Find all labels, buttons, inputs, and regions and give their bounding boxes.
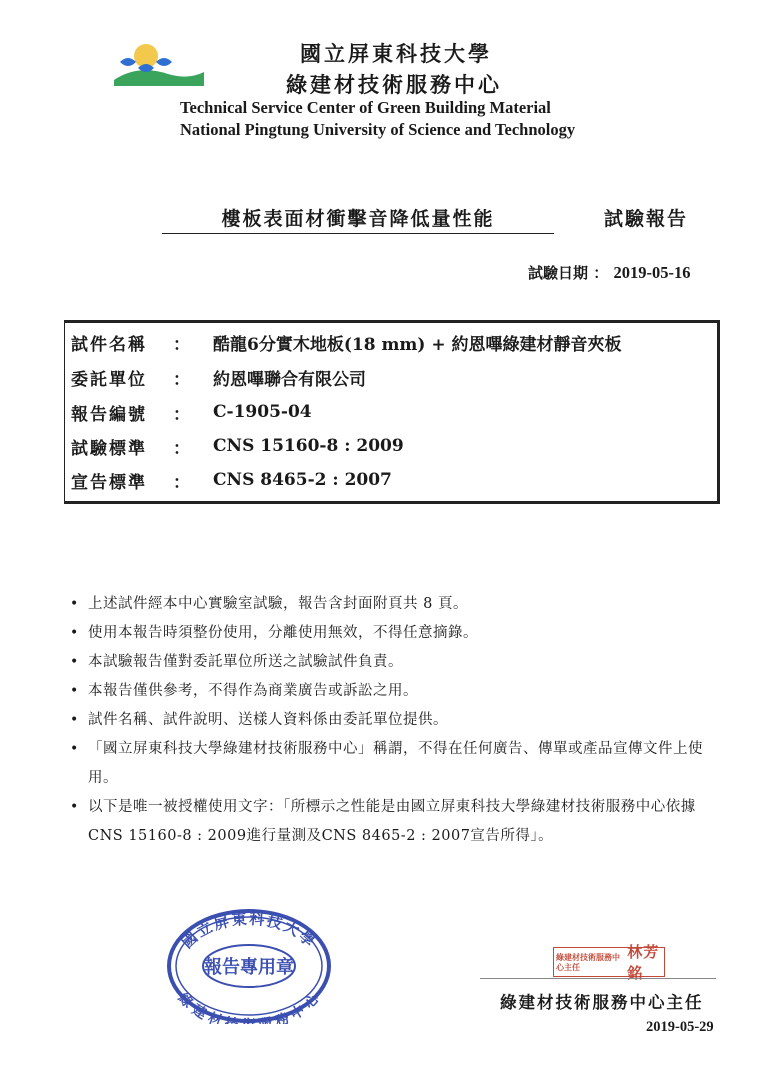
center-name-en: Technical Service Center of Green Building Material — [180, 98, 551, 117]
stamp-title-text: 綠建材技術服務中心主任 — [556, 952, 620, 972]
university-name-en: National Pingtung University of Science and Technology — [180, 120, 576, 139]
info-label: 宣告標準 — [71, 472, 147, 493]
bullet-icon: • — [70, 712, 79, 728]
info-label: 委託單位 — [71, 369, 147, 390]
list-item: • 本試驗報告僅對委託單位所送之試驗試件負責。 — [70, 648, 730, 677]
test-date-value: 2019-05-16 — [613, 263, 691, 282]
svg-text:綠建材技術服務中心 — [175, 989, 324, 1024]
info-colon: ： — [173, 334, 190, 355]
report-title-underline — [162, 204, 554, 234]
info-row-client — [71, 361, 366, 393]
info-colon: ： — [173, 369, 190, 390]
notes-list — [70, 590, 730, 851]
list-item: • 上述試件經本中心實驗室試驗，報告含封面附頁共 8 頁。 — [70, 590, 730, 619]
seal-outer-top-text: 國立屏東科技大學 — [178, 909, 320, 952]
test-date — [528, 262, 690, 283]
seal-outer-bottom-text: 綠建材 務中心 — [174, 990, 324, 1024]
bullet-icon: • — [70, 654, 79, 670]
info-row-declaration-standard — [71, 464, 392, 496]
stamp-name-text: 林芳銘 — [627, 943, 660, 982]
signature-date: 2019-05-29 — [646, 1019, 714, 1035]
info-label: 試驗標準 — [71, 438, 147, 459]
director-stamp — [553, 943, 665, 982]
info-row-report-number — [71, 396, 312, 428]
test-date-label: 試驗日期 ： — [528, 264, 609, 282]
info-colon: ： — [173, 438, 190, 459]
info-label: 試件名稱 — [71, 334, 147, 355]
bullet-icon: • — [70, 625, 79, 641]
info-colon: ： — [173, 404, 190, 425]
info-value: 酷龍6分實木地板(18 mm) + 約恩嗶綠建材靜音夾板 — [213, 334, 622, 355]
info-value: CNS 8465-2 : 2007 — [213, 470, 392, 490]
info-label: 報告編號 — [71, 404, 147, 425]
report-title-suffix: 試驗報告 — [604, 208, 689, 230]
info-row-test-standard — [71, 430, 404, 462]
list-item: • 使用本報告時須整份使用，分離使用無效，不得任意摘錄。 — [70, 619, 730, 648]
signature-line — [480, 978, 716, 979]
info-value: C-1905-04 — [213, 402, 312, 422]
bullet-icon: • — [70, 683, 79, 699]
bullet-icon: • — [70, 596, 79, 612]
list-item: • 試件名稱、試件說明、送樣人資料係由委託單位提供。 — [70, 706, 730, 735]
list-item: • 「國立屏東科技大學綠建材技術服務中心」稱謂，不得在任何廣告、傳單或產品宣傳文件上使用。 — [70, 735, 730, 793]
bullet-icon: • — [70, 741, 79, 757]
center-name-zh: 綠建材技術服務中心 — [286, 72, 502, 97]
seal-center-text: 報告專用章 — [204, 957, 294, 978]
info-value: 約恩嗶聯合有限公司 — [213, 369, 366, 390]
green-building-logo-icon — [108, 40, 208, 90]
list-item: • 本報告僅供參考，不得作為商業廣告或訴訟之用。 — [70, 677, 730, 706]
specimen-info-box — [64, 320, 720, 504]
list-item: • 以下是唯一被授權使用文字：「所標示之性能是由國立屏東科技大學綠建材技術服務中心依據CNS 15160-8 : 2009進行量測及CNS 8465-2 : 2007宣告所得」。 — [70, 793, 730, 851]
report-title: 樓板表面材衝擊音降低量性能 — [221, 208, 495, 230]
info-colon: ： — [173, 472, 190, 493]
info-row-specimen-name — [71, 326, 622, 358]
info-value: CNS 15160-8 : 2009 — [213, 436, 404, 456]
bullet-icon: • — [70, 799, 79, 815]
signatory-title: 綠建材技術服務中心主任 — [500, 993, 704, 1012]
center-name-zh-university: 國立屏東科技大學 — [300, 41, 492, 66]
official-seal — [166, 908, 332, 1024]
